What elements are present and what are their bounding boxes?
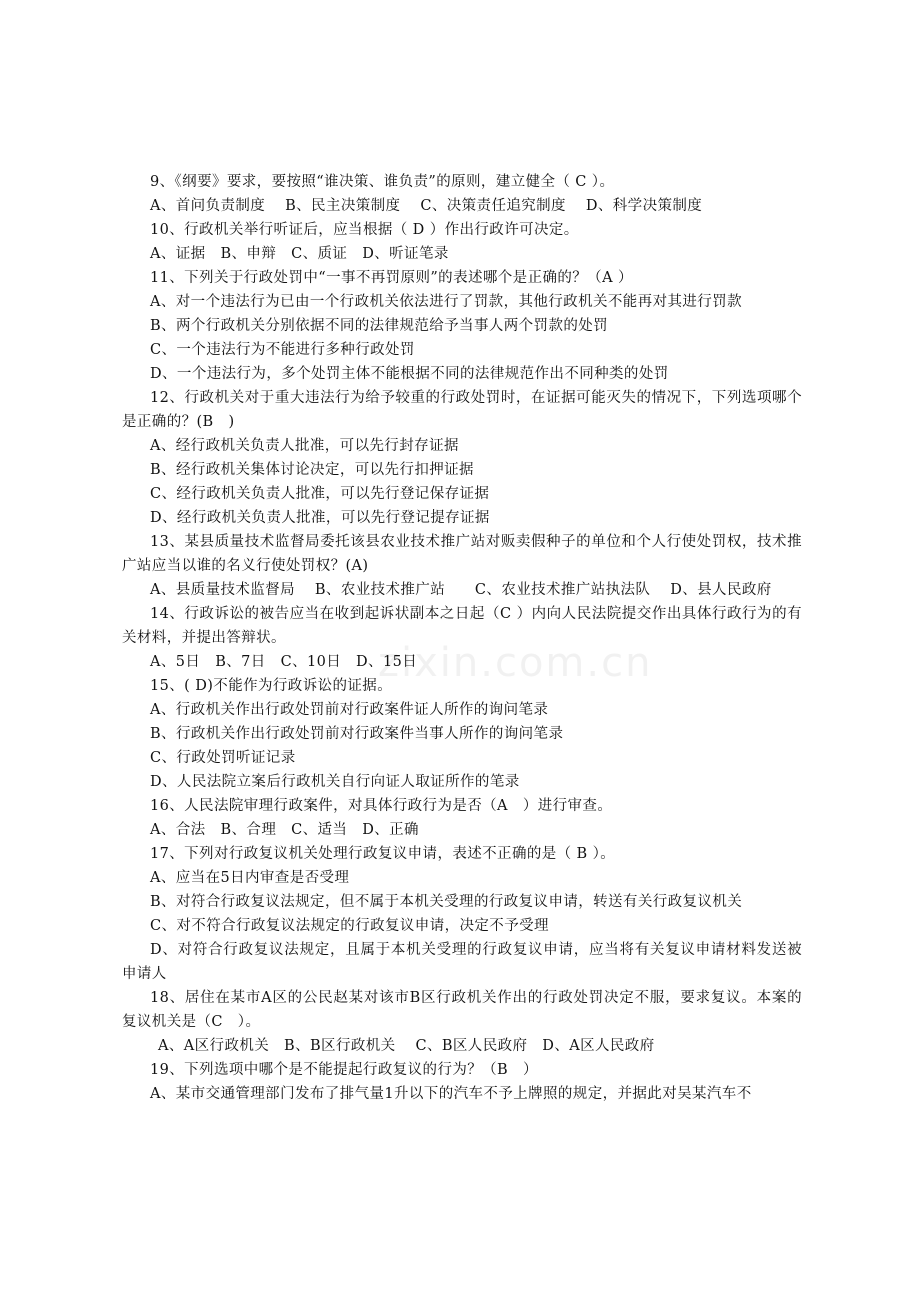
watermark: zixin.com.cn — [378, 640, 653, 686]
question-12-option-b: B、经行政机关集体讨论决定，可以先行扣押证据 — [150, 462, 474, 478]
question-17-option-a: A、应当在5日内审查是否受理 — [150, 870, 350, 886]
question-9-options: A、首问负责制度 B、民主决策制度 C、决策责任追究制度 D、科学决策制度 — [150, 198, 703, 214]
question-11-option-d: D、一个违法行为，多个处罚主体不能根据不同的法律规范作出不同种类的处罚 — [150, 366, 669, 382]
question-10: 10、行政机关举行听证后，应当根据（ D ）作出行政许可决定。 — [150, 222, 579, 238]
question-18-options: A、A区行政机关 B、B区行政机关 C、B区人民政府 D、A区人民政府 — [158, 1038, 655, 1054]
question-13-options: A、县质量技术监督局 B、农业技术推广站 C、农业技术推广站执法队 D、县人民政府 — [150, 582, 772, 598]
question-10-options: A、证据 B、申辩 C、质证 D、听证笔录 — [150, 246, 449, 262]
question-16-options: A、合法 B、合理 C、适当 D、正确 — [150, 822, 419, 838]
question-15-option-a: A、行政机关作出行政处罚前对行政案件证人所作的询问笔录 — [150, 702, 549, 718]
question-11-option-b: B、两个行政机关分别依据不同的法律规范给予当事人两个罚款的处罚 — [150, 318, 609, 334]
question-12-option-c: C、经行政机关负责人批准，可以先行登记保存证据 — [150, 486, 490, 502]
question-17: 17、下列对行政复议机关处理行政复议申请，表述不正确的是（ B ）。 — [150, 846, 616, 862]
question-list — [122, 170, 802, 1106]
question-12-option-a: A、经行政机关负责人批准，可以先行封存证据 — [150, 438, 459, 454]
question-14: 14、行政诉讼的被告应当在收到起诉状副本之日起（C ）内向人民法院提交作出具体行政行为的有关材料，并提出答辩状。 — [122, 606, 802, 646]
question-15-option-d: D、人民法院立案后行政机关自行向证人取证所作的笔录 — [150, 774, 520, 790]
question-17-option-c: C、对不符合行政复议法规定的行政复议申请，决定不予受理 — [150, 918, 549, 934]
question-19: 19、下列选项中哪个是不能提起行政复议的行为？（B ） — [150, 1062, 538, 1078]
question-11-option-c: C、一个违法行为不能进行多种行政处罚 — [150, 342, 415, 358]
question-11-option-a: A、对一个违法行为已由一个行政机关依法进行了罚款，其他行政机关不能再对其进行罚款 — [150, 294, 742, 310]
question-15-option-c: C、行政处罚听证记录 — [150, 750, 296, 766]
question-13: 13、某县质量技术监督局委托该县农业技术推广站对贩卖假种子的单位和个人行使处罚权，技术推广站应当以谁的名义行使处罚权？(A) — [122, 534, 802, 574]
question-18: 18、居住在某市A区的公民赵某对该市B区行政机关作出的行政处罚决定不服，要求复议。本案的复议机关是（C ）。 — [122, 990, 802, 1030]
question-17-option-b: B、对符合行政复议法规定，但不属于本机关受理的行政复议申请，转送有关行政复议机关 — [150, 894, 743, 910]
question-12: 12、行政机关对于重大违法行为给予较重的行政处罚时，在证据可能灭失的情况下，下列选项哪个是正确的？(B ) — [122, 390, 802, 430]
question-16: 16、人民法院审理行政案件，对具体行政行为是否（A ）进行审查。 — [150, 798, 613, 814]
question-19-option-a: A、某市交通管理部门发布了排气量1升以下的汽车不予上牌照的规定，并据此对吴某汽车不 — [150, 1086, 752, 1102]
question-17-option-d: D、对符合行政复议法规定，且属于本机关受理的行政复议申请，应当将有关复议申请材料发送被申请人 — [122, 942, 802, 982]
question-14-options: A、5日 B、7日 C、10日 D、15日 — [150, 654, 418, 670]
question-15-option-b: B、行政机关作出行政处罚前对行政案件当事人所作的询问笔录 — [150, 726, 564, 742]
question-11: 11、下列关于行政处罚中“一事不再罚原则”的表述哪个是正确的？（A ） — [150, 270, 633, 286]
question-15: 15、( D)不能作为行政诉讼的证据。 — [150, 678, 393, 694]
question-12-option-d: D、经行政机关负责人批准，可以先行登记提存证据 — [150, 510, 490, 526]
question-9: 9、《纲要》要求，要按照“谁决策、谁负责”的原则，建立健全（ C ）。 — [150, 174, 615, 190]
